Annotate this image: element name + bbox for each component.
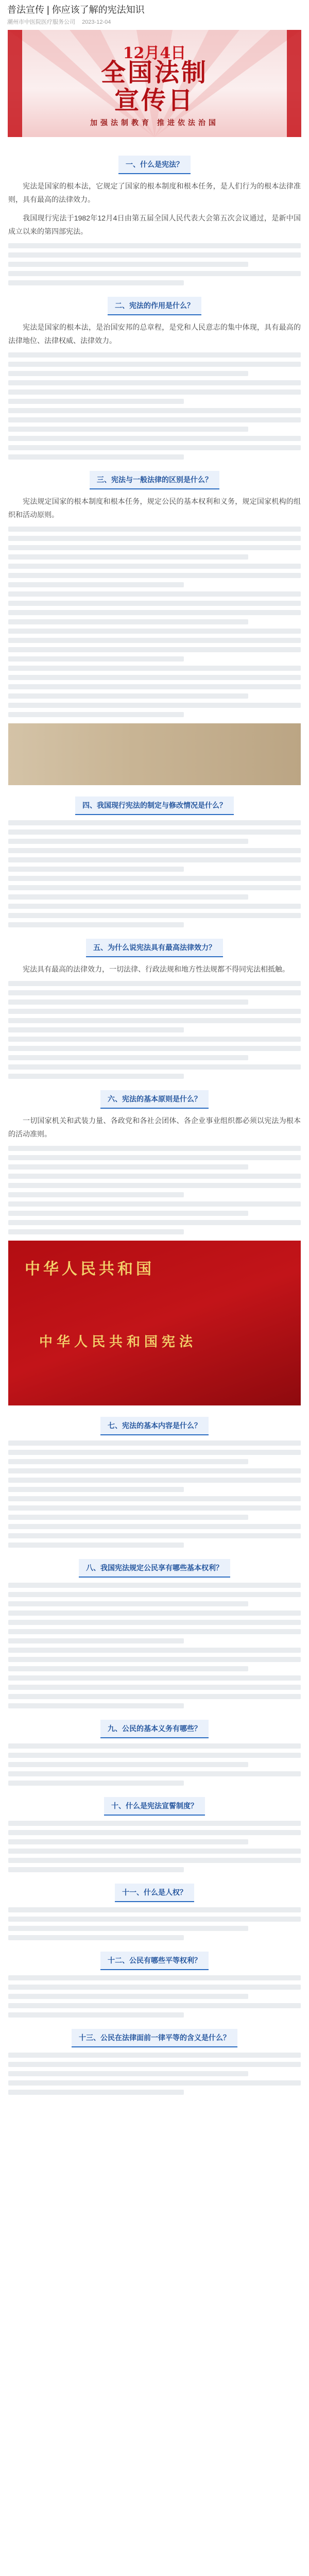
section-heading: 十一、什么是人权？ (8, 1884, 301, 1902)
article-meta (7, 18, 302, 26)
text-block (8, 1146, 301, 1234)
poster-banner (8, 30, 301, 137)
text-block (8, 2053, 301, 2095)
section-heading: 四、我国现行宪法的制定与修改情况是什么？ (8, 796, 301, 815)
text-block (8, 1975, 301, 2018)
text-block (8, 820, 301, 927)
paragraph: 宪法具有最高的法律效力，一切法律、行政法规和地方性法规都不得同宪法相抵触。 (23, 965, 289, 973)
text-block (8, 243, 301, 285)
poster-headline-line2: 宣传日 (114, 86, 195, 115)
text-block (8, 1583, 301, 1708)
poster-headline-line1: 全国法制 (100, 58, 208, 87)
publish-date: 2023-12-04 (82, 19, 111, 25)
section-heading: 六、宪法的基本原则是什么？ (8, 1090, 301, 1109)
section-heading: 七、宪法的基本内容是什么？ (8, 1417, 301, 1435)
section-heading: 五、为什么说宪法具有最高法律效力？ (8, 939, 301, 957)
article-body (0, 137, 309, 2095)
book-title: 中华人民共和国 (25, 1260, 154, 1278)
section-heading: 九、公民的基本义务有哪些？ (8, 1720, 301, 1738)
paragraph: 宪法是国家的根本法，是治国安邦的总章程，是党和人民意志的集中体现，具有最高的法律地位、法律权威、法律效力。 (8, 323, 301, 345)
text-block (8, 527, 301, 717)
text-block (8, 1907, 301, 1940)
illustration-image (8, 723, 301, 785)
text-block (8, 1743, 301, 1786)
section-heading: 十、什么是宪法宣誓制度？ (8, 1797, 301, 1816)
paragraph: 一切国家机关和武装力量、各政党和各社会团体、各企业事业组织都必须以宪法为根本的活动准则。 (8, 1116, 301, 1138)
text-block (8, 1821, 301, 1872)
text-block (8, 981, 301, 1079)
text-block (8, 352, 301, 460)
poster-date: 12月4日 (123, 44, 186, 62)
account-name[interactable]: 潮州市中医院医疗服务公司 (7, 19, 75, 25)
poster-subtitle: 加强法制教育 推进依法治国 (90, 118, 219, 127)
article-header (0, 0, 309, 26)
section-heading: 三、宪法与一般法律的区别是什么？ (8, 471, 301, 489)
paragraph: 宪法规定国家的根本制度和根本任务，规定公民的基本权利和义务，规定国家机构的组织和活动原则。 (8, 497, 301, 519)
paragraph: 我国现行宪法于1982年12月4日由第五届全国人民代表大会第五次会议通过，是新中国成立以来的第四部宪法。 (8, 214, 301, 235)
book-subtitle: 中华人民共和国宪法 (39, 1334, 197, 1350)
constitution-book-image (8, 1241, 301, 1405)
section-heading: 十二、公民有哪些平等权利？ (8, 1952, 301, 1970)
section-heading: 一、什么是宪法？ (8, 156, 301, 174)
section-heading: 八、我国宪法规定公民享有哪些基本权利？ (8, 1559, 301, 1578)
section-heading: 十三、公民在法律面前一律平等的含义是什么？ (8, 2029, 301, 2047)
section-heading: 二、宪法的作用是什么？ (8, 297, 301, 315)
text-block (8, 1440, 301, 1548)
article-title: 普法宣传 | 你应该了解的宪法知识 (7, 5, 145, 15)
poster-headline (8, 59, 301, 114)
paragraph: 宪法是国家的根本法，它规定了国家的根本制度和根本任务，是人们行为的根本法律准则，具有最高的法律效力。 (8, 182, 301, 204)
